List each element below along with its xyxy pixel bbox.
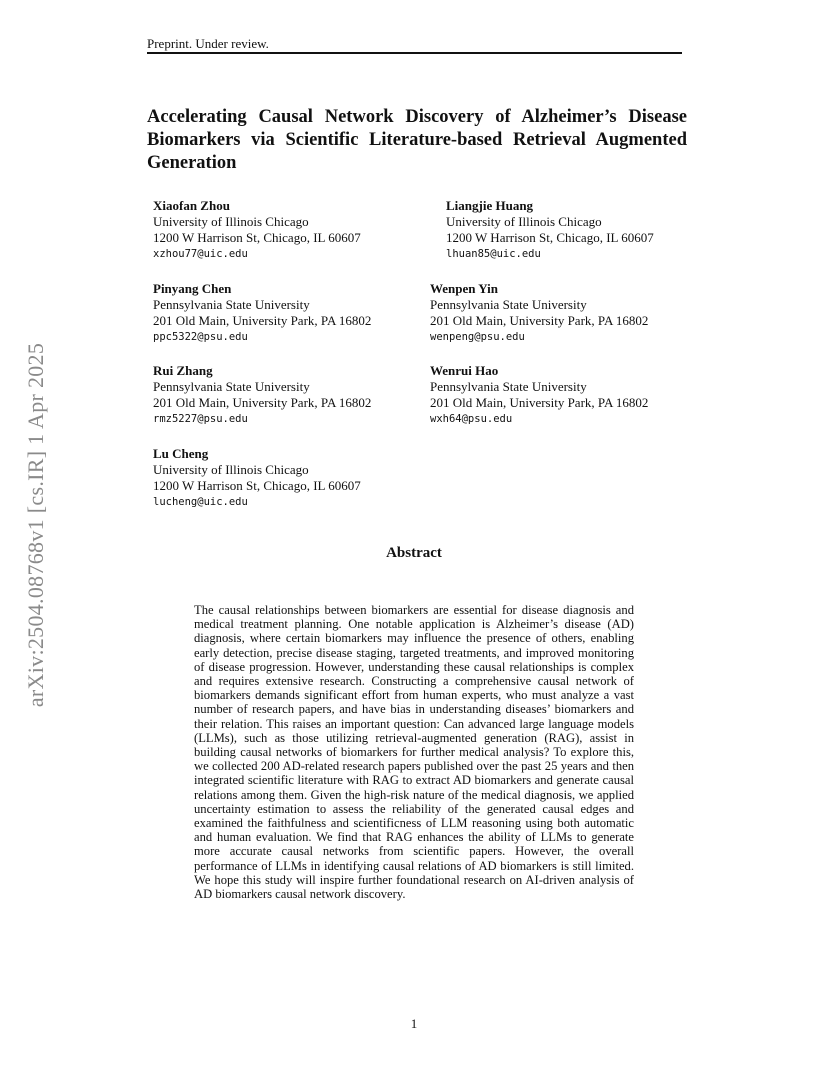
author-block xyxy=(153,446,423,510)
author-affiliation: University of Illinois Chicago xyxy=(153,214,309,229)
author-affiliation: Pennsylvania State University xyxy=(153,379,310,394)
author-name: Lu Cheng xyxy=(153,446,209,461)
author-name: Wenpen Yin xyxy=(430,281,499,296)
author-email[interactable]: ppc5322@psu.edu xyxy=(153,331,248,343)
arxiv-identifier[interactable]: arXiv:2504.08768v1 [cs.IR] 1 Apr 2025 xyxy=(23,342,48,708)
author-email[interactable]: wxh64@psu.edu xyxy=(430,413,513,425)
header-rule xyxy=(147,52,682,54)
author-email[interactable]: rmz5227@psu.edu xyxy=(153,413,248,425)
author-email[interactable]: xzhou77@uic.edu xyxy=(153,248,248,260)
header-label: Preprint. Under review. xyxy=(147,36,269,51)
author-affiliation: University of Illinois Chicago xyxy=(446,214,602,229)
author-address: 1200 W Harrison St, Chicago, IL 60607 xyxy=(153,230,361,245)
author-address: 201 Old Main, University Park, PA 16802 xyxy=(430,395,649,410)
author-affiliation: Pennsylvania State University xyxy=(430,379,587,394)
author-name: Rui Zhang xyxy=(153,363,213,378)
page-number: 1 xyxy=(410,1016,418,1031)
author-email[interactable]: lhuan85@uic.edu xyxy=(446,248,541,260)
author-name: Liangjie Huang xyxy=(446,198,534,213)
author-address: 201 Old Main, University Park, PA 16802 xyxy=(153,395,372,410)
author-block xyxy=(430,363,700,427)
author-affiliation: Pennsylvania State University xyxy=(153,297,310,312)
author-name: Xiaofan Zhou xyxy=(153,198,230,213)
author-block xyxy=(446,198,716,262)
arxiv-stamp xyxy=(0,0,60,1072)
author-name: Pinyang Chen xyxy=(153,281,232,296)
author-affiliation: Pennsylvania State University xyxy=(430,297,587,312)
paper-title: Accelerating Causal Network Discovery of Alzheimer’s Disease Biomarkers via Scientific Literature-based Retrieval Augmented Generation xyxy=(147,107,687,173)
author-affiliation: University of Illinois Chicago xyxy=(153,462,309,477)
author-name: Wenrui Hao xyxy=(430,363,499,378)
author-block xyxy=(153,363,423,427)
author-email[interactable]: wenpeng@psu.edu xyxy=(430,331,525,343)
author-block xyxy=(153,198,423,262)
author-block xyxy=(430,281,700,345)
abstract-heading: Abstract xyxy=(386,545,442,561)
author-address: 201 Old Main, University Park, PA 16802 xyxy=(153,313,372,328)
author-address: 1200 W Harrison St, Chicago, IL 60607 xyxy=(153,478,361,493)
author-email[interactable]: lucheng@uic.edu xyxy=(153,496,248,508)
author-block xyxy=(153,281,423,345)
author-address: 201 Old Main, University Park, PA 16802 xyxy=(430,313,649,328)
author-address: 1200 W Harrison St, Chicago, IL 60607 xyxy=(446,230,654,245)
abstract-body: The causal relationships between biomarkers are essential for disease diagnosis and medical treatment planning. One notable application is Alzheimer’s disease (AD) diagnosis, where certain biomarkers may influence the presence of others, enabling early detection, precise disease staging, targeted treatments, and improved monitoring of disease progression. However, understanding these causal relationships is complex and requires extensive research. Constructing a comprehensive causal network of biomarkers demands significant effort from human experts, who must analyze a vast number of research papers, and have bias in understanding diseases’ biomarkers and their relation. This raises an important question: Can advanced large language models (LLMs), such as those utilizing retrieval-augmented generation (RAG), assist in building causal networks of biomarkers for further medical analysis? To explore this, we collected 200 AD-related research papers published over the past 25 years and then integrated scientific literature with RAG to extract AD biomarkers and generate causal relations among them. Given the high-risk nature of the medical diagnosis, we applied uncertainty estimation to assess the reliability of the generated causal edges and examined the faithfulness and scientificness of LLM reasoning using both automatic and human evaluation. We find that RAG enhances the ability of LLMs to generate more accurate causal networks from scientific papers. However, the overall performance of LLMs in identifying causal relations of AD biomarkers is still limited. We hope this study will inspire further foundational research on AI-driven analysis of AD biomarkers causal network discovery. xyxy=(194,603,634,902)
